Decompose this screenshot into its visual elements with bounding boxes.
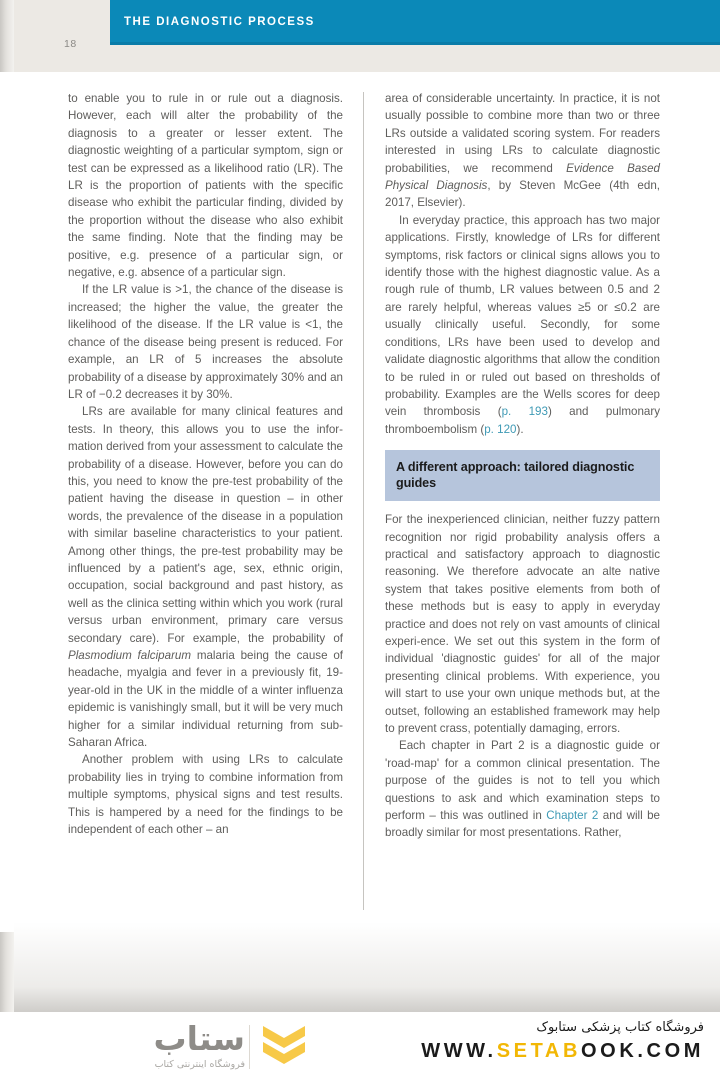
running-header-title: THE DIAGNOSTIC PROCESS bbox=[124, 16, 315, 28]
url-seta: SETA bbox=[496, 1040, 563, 1062]
paragraph: In everyday practice, this approach has two major applications. Firstly, knowledge of LRs for different symptoms, risk factors or clinical signs allows you to identify those with the highest diagnostic value. As a rough rule of thumb, LR values between 0.5 and 2 are rarely helpful, whereas values ≥5 or ≤0.2 are usually clinically useful. Secondly, for some conditions, LRs have been used to develop and validate diagnostic algorithms that allow the condition to be ruled in or ruled out based on thresholds of probability. Examples are the Wells scores for deep vein thrombosis (p. 193) and pulmonary thromboembolism (p. 120). bbox=[385, 213, 660, 436]
paragraph: LRs are available for many clinical features and tests. In theory, this allows you to use the infor-mation derived from your assessment to calculate the probability of a disease. However, before you can do this, you need to know the pre-test probability of the patient having the disease in question – in other words, the prevalence of the disease in a population with similar baseline characteristics to your patient. Among other things, the pre-test probability may be influenced by a patient's age, sex, ethnic origin, occupation, social background and past history, as well as the clinica setting within which you work (rural versus urban environment, primary care versus secondary care). For example, the probability of Plasmodium falciparum malaria being the cause of headache, myalgia and fever in a previously fit, 19-year-old in the UK in the middle of a winter influenza epidemic is vanishingly small, but it will be very much higher for a similar individual returning from sub-Saharan Africa. bbox=[68, 405, 343, 750]
url-suffix: OOK.COM bbox=[581, 1040, 704, 1062]
paragraph: Each chapter in Part 2 is a diagnostic guide or 'road-map' for a common clinical presentation. The purpose of the guides is not to tell you which questions to ask and which examination steps to perform – this was outlined in Chapter 2 and will be broadly similar for most presentations. Rather, bbox=[385, 739, 660, 840]
paragraph: area of considerable uncertainty. In practice, it is not usually possible to combine more than two or three LRs outside a validated scoring system. For readers interested in using LRs to calculate diagnostic probabilities, we recommend Evidence Based Physical Diagnosis, by Steven McGee (4th edn, 2017, Elsevier). bbox=[385, 92, 660, 210]
italic-term: Plasmodium falciparum bbox=[68, 649, 192, 662]
callout-box bbox=[385, 450, 660, 501]
italic-term: Evidence Based Physical Diagnosis bbox=[385, 161, 660, 193]
paragraph: Another problem with using LRs to calculate probability lies in trying to combine information from multiple symptoms, physical signs and test results. This is hampered by a need for the findings to be independent of each other – an bbox=[68, 753, 343, 837]
footer-website-url[interactable] bbox=[421, 1040, 704, 1063]
setabook-logo[interactable] bbox=[60, 1018, 310, 1076]
logo-subtitle-text: فروشگاه اینترنتی کتاب bbox=[154, 1059, 245, 1070]
right-text-column bbox=[385, 90, 660, 842]
cross-reference-link[interactable]: p. 120 bbox=[484, 422, 517, 436]
paragraph: For the inexperienced clinician, neither fuzzy pattern recognition nor rigid probability analysis offers a practical and satisfactory approach to diagnostic reasoning. We therefore advocate an alte native system that takes positive elements from both of these methods but is easy to apply in everyday practice and does not rely on vast amounts of clinical experi-ence. We set out this system in the form of individual 'diagnostic guides' for all of the major presenting clinical problems. With experience, you will start to use your own unique methods but, at the outset, following an established framework may help to prevent crass, potentially damaging, errors. bbox=[385, 513, 660, 735]
logo-wordmark bbox=[60, 1019, 245, 1075]
chevron-logo-icon bbox=[259, 1022, 309, 1072]
left-text-column bbox=[68, 90, 343, 842]
site-watermark-footer bbox=[0, 1012, 720, 1080]
page-content bbox=[0, 72, 720, 932]
column-divider-rule bbox=[343, 90, 385, 842]
url-prefix: WWW. bbox=[421, 1040, 497, 1062]
logo-script-text: ستاب bbox=[153, 1019, 245, 1058]
url-b: B bbox=[562, 1040, 582, 1062]
paragraph: If the LR value is >1, the chance of the disease is increased; the higher the value, the greater the likelihood of the disease. If the LR value is <1, the chance of the disease being present is reduced. For example, an LR of 5 increases the absolute probability of a disease by approximately 30% and an LR of −0.2 decreases it by 30%. bbox=[68, 283, 343, 401]
footer-branding bbox=[421, 1020, 704, 1063]
logo-divider bbox=[249, 1025, 250, 1069]
two-column-layout bbox=[68, 90, 660, 842]
footer-tagline-fa: فروشگاه کتاب پزشکی ستابوک bbox=[536, 1020, 704, 1035]
cross-reference-link[interactable]: p. 193 bbox=[501, 405, 548, 419]
cross-reference-link[interactable]: Chapter 2 bbox=[546, 809, 599, 823]
paragraph: to enable you to rule in or rule out a diagnosis. However, each will alter the probability of the diagnosis to a greater or lesser extent. The diagnostic weighting of a particular symptom, sign or test can be expressed as a likelihood ratio (LR). The LR is the proportion of patients with the specific disease who exhibit the particular finding, divided by the proportion without the disease who also exhibit the same finding. Note that the finding may be positive, e.g. presence of a particular sign, or negative, e.g. absence of a particular sign. bbox=[68, 92, 343, 280]
page-number: 18 bbox=[64, 38, 77, 50]
page-bottom-shadow bbox=[14, 922, 720, 1012]
callout-box-title: A different approach: tailored diagnostic guides bbox=[396, 460, 635, 491]
